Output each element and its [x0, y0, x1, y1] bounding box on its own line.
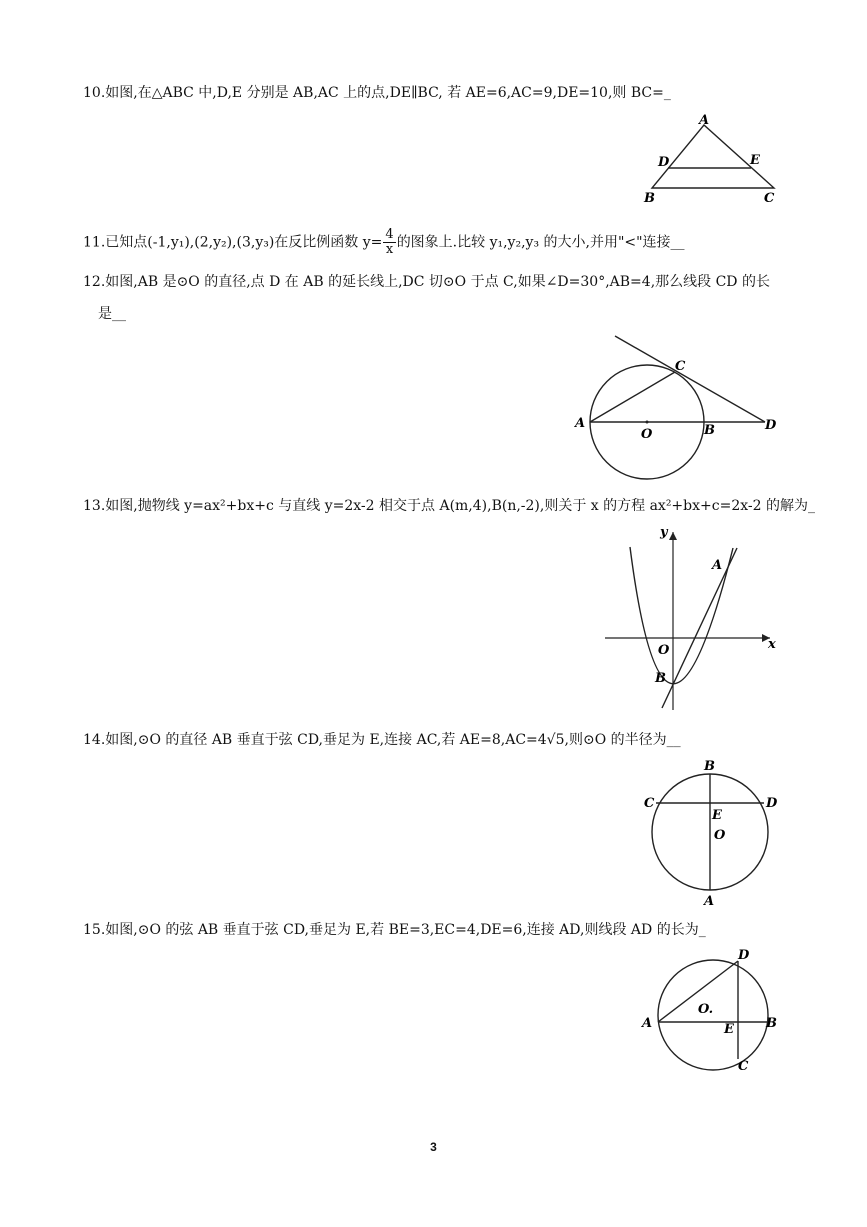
- label-A: A: [642, 1016, 653, 1031]
- label-B: B: [644, 191, 655, 206]
- label-E: E: [724, 1022, 734, 1037]
- label-A: A: [712, 558, 723, 573]
- label-D: D: [738, 948, 750, 963]
- label-A: A: [699, 113, 710, 128]
- label-B: B: [655, 671, 666, 686]
- figure-13-parabola-line: [600, 520, 785, 719]
- question-10: 10.如图,在△ABC 中,D,E 分别是 AB,AC 上的点,DE∥BC, 若 AE=6,AC=9,DE=10,则 BC=_: [83, 85, 671, 101]
- label-D: D: [765, 418, 777, 433]
- label-O: O.: [698, 1002, 714, 1017]
- figure-15-circle-chords: [636, 945, 786, 1079]
- label-B: B: [766, 1016, 777, 1031]
- figure-14-circle-chord: [640, 755, 790, 914]
- label-A: A: [704, 894, 715, 909]
- axis-label-y: y: [660, 525, 668, 540]
- question-12-cont: 是__: [98, 306, 126, 322]
- label-E: E: [750, 153, 760, 168]
- label-D: D: [658, 155, 670, 170]
- label-B: B: [704, 759, 715, 774]
- label-D: D: [766, 796, 778, 811]
- question-14: 14.如图,⊙O 的直径 AB 垂直于弦 CD,垂足为 E,连接 AC,若 AE=8,AC=4√5,则⊙O 的半径为__: [83, 732, 681, 748]
- label-E: E: [712, 808, 722, 823]
- label-A: A: [575, 416, 586, 431]
- fraction-4-over-x: $\frac{4}{x}$: [385, 227, 394, 257]
- label-O: O: [641, 427, 653, 442]
- figure-12-circle-tangent: [565, 330, 785, 484]
- question-15: 15.如图,⊙O 的弦 AB 垂直于弦 CD,垂足为 E,若 BE=3,EC=4,DE=6,连接 AD,则线段 AD 的长为_: [83, 922, 706, 938]
- label-B: B: [704, 423, 715, 438]
- label-O: O: [714, 828, 726, 843]
- label-C: C: [644, 796, 655, 811]
- label-O: O: [658, 643, 670, 658]
- q11-text-a: 11.已知点(-1,y₁),(2,y₂),(3,y₃)在反比例函数 y=: [83, 234, 383, 251]
- label-C: C: [738, 1059, 749, 1074]
- question-13: 13.如图,抛物线 y=ax²+bx+c 与直线 y=2x-2 相交于点 A(m,4),B(n,-2),则关于 x 的方程 ax²+bx+c=2x-2 的解为_: [83, 498, 815, 514]
- question-11: [83, 228, 685, 257]
- page-number: 3: [430, 1140, 437, 1154]
- label-C: C: [764, 191, 775, 206]
- axis-label-x: x: [768, 637, 776, 652]
- q11-text-b: 的图象上.比较 y₁,y₂,y₃ 的大小,并用"<"连接__: [396, 234, 685, 251]
- question-12: 12.如图,AB 是⊙O 的直径,点 D 在 AB 的延长线上,DC 切⊙O 于点 C,如果∠D=30°,AB=4,那么线段 CD 的长: [83, 274, 770, 290]
- figure-10-triangle: [640, 110, 790, 214]
- label-C: C: [675, 359, 686, 374]
